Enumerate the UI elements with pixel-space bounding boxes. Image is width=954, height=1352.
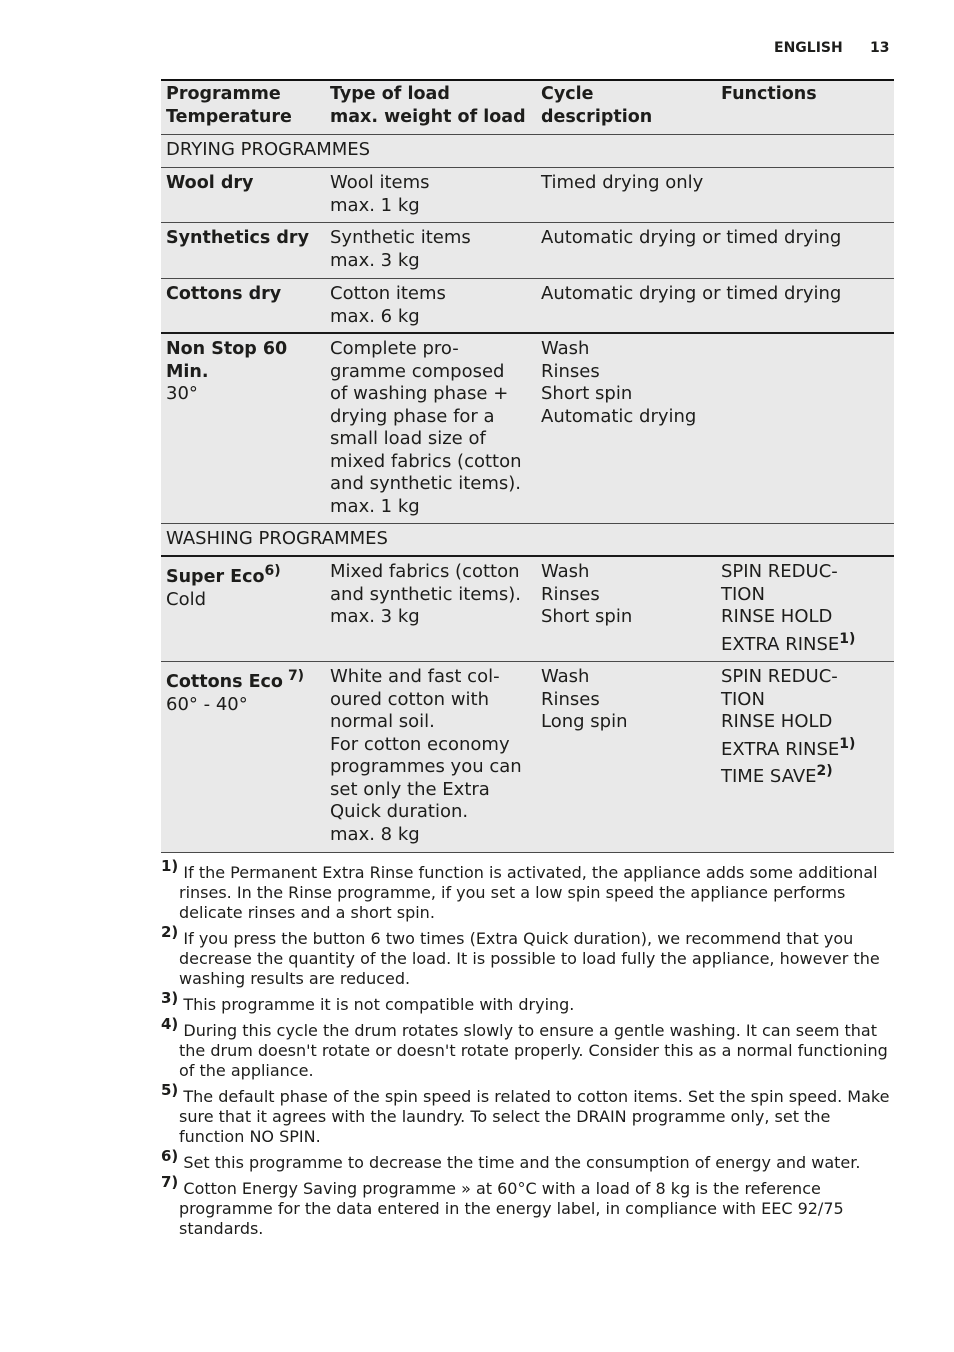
table-row-cottons-eco xyxy=(161,662,894,853)
cycle-step: Wash xyxy=(541,666,590,687)
footnote-line: sure that it agrees with the laundry. To select the DRAIN programme only, set the xyxy=(179,1107,831,1126)
section-title-text: DRYING PROGRAMMES xyxy=(166,139,371,160)
functions-cell xyxy=(716,334,894,523)
footnote-line: function NO SPIN. xyxy=(179,1127,321,1146)
load-line: of washing phase + xyxy=(330,383,509,404)
load-cell xyxy=(325,334,536,523)
temperature: Cold xyxy=(166,588,207,610)
footnote-line: Set this programme to decrease the time and the consumption of energy and water. xyxy=(183,1153,861,1172)
programme-name: Min. xyxy=(166,361,209,382)
programme-name-line xyxy=(166,666,325,694)
load-line: max. 1 kg xyxy=(330,194,420,216)
load-line: programmes you can xyxy=(330,756,522,777)
load-line: drying phase for a xyxy=(330,405,495,427)
footnote-line: decrease the quantity of the load. It is possible to load fully the appliance, however the xyxy=(179,949,880,968)
footnote-reference: 1) xyxy=(839,735,856,752)
column-header-load xyxy=(325,81,536,134)
programme-name: Synthetics dry xyxy=(166,228,309,248)
load-line: gramme composed xyxy=(330,360,505,382)
footnote-line: the drum doesn't rotate or doesn't rotate properly. Consider this as a normal functioning xyxy=(179,1041,888,1060)
section-row-drying xyxy=(161,135,894,168)
page-header xyxy=(0,39,954,57)
table-row-synthetics-dry xyxy=(161,223,894,279)
footnote-marker: 4) xyxy=(161,1015,179,1033)
load-line: max. 3 kg xyxy=(330,606,420,627)
function-item: TION xyxy=(721,583,765,605)
programme-cell xyxy=(161,662,325,852)
column-header-programme xyxy=(161,81,325,134)
footnote-line: Cotton Energy Saving programme » at 60°C with a load of 8 kg is the reference xyxy=(183,1179,821,1198)
programme-name: Cottons dry xyxy=(166,284,282,304)
footnote-line: programme for the data entered in the energy label, in compliance with EEC 92/75 xyxy=(179,1199,844,1218)
footnote-marker: 2) xyxy=(161,923,179,941)
footnote-reference: 1) xyxy=(839,630,856,647)
cycle-step: Timed drying only xyxy=(541,172,704,193)
footnote-6 xyxy=(161,1147,894,1173)
footnote-marker: 7) xyxy=(161,1173,179,1191)
cycle-cell xyxy=(536,279,894,332)
cycle-step: Automatic drying or timed drying xyxy=(541,227,842,248)
function-item-line xyxy=(721,629,894,657)
column-header-line: Type of load xyxy=(330,84,450,104)
column-header-line: max. weight of load xyxy=(330,106,526,127)
footnote-marker: 5) xyxy=(161,1081,179,1099)
programme-name: Non Stop 60 xyxy=(166,339,288,359)
section-title xyxy=(161,524,894,555)
functions-cell xyxy=(716,662,894,852)
footnote-line: washing results are reduced. xyxy=(179,969,411,988)
load-line: max. 1 kg xyxy=(330,495,420,517)
section-title xyxy=(161,135,894,167)
footnote-line: This programme it is not compatible with drying. xyxy=(183,995,575,1014)
load-line: normal soil. xyxy=(330,711,435,732)
table-row-non-stop-60 xyxy=(161,334,894,524)
cycle-cell xyxy=(536,168,894,222)
table-row-cottons-dry xyxy=(161,279,894,334)
footnote-line: During this cycle the drum rotates slowly to ensure a gentle washing. It can seem that xyxy=(183,1021,877,1040)
load-line: Quick duration. xyxy=(330,801,469,822)
load-line: small load size of xyxy=(330,428,486,449)
footnote-2 xyxy=(161,923,894,989)
footnote-4 xyxy=(161,1015,894,1081)
column-header-line: description xyxy=(541,106,653,127)
footnote-1 xyxy=(161,857,894,923)
load-line: and synthetic items). xyxy=(330,473,522,494)
cycle-cell xyxy=(536,223,894,278)
temperature: 30° xyxy=(166,383,198,404)
load-cell xyxy=(325,223,536,278)
cycle-step: Short spin xyxy=(541,606,633,627)
footnote-reference: 6) xyxy=(264,563,281,579)
footnote-3 xyxy=(161,989,894,1015)
function-item-line xyxy=(721,734,894,762)
column-header-line: Programme xyxy=(166,84,281,104)
load-line: Mixed fabrics (cotton xyxy=(330,561,520,582)
footnote-reference: 7) xyxy=(287,668,305,684)
table-header-row xyxy=(161,81,894,135)
column-header-functions xyxy=(716,81,894,134)
language-label: ENGLISH xyxy=(774,40,843,56)
function-item: EXTRA RINSE xyxy=(721,738,840,760)
footnote-5 xyxy=(161,1081,894,1147)
footnote-marker: 6) xyxy=(161,1147,179,1165)
cycle-step: Rinses xyxy=(541,360,600,382)
footnote-line: standards. xyxy=(179,1219,264,1238)
load-cell xyxy=(325,662,536,852)
load-line: max. 8 kg xyxy=(330,823,420,845)
function-item-line xyxy=(721,761,894,789)
function-item: TIME SAVE xyxy=(721,766,817,787)
function-item: SPIN REDUC- xyxy=(721,561,838,582)
column-header-line: Temperature xyxy=(166,106,292,127)
temperature: 60° - 40° xyxy=(166,693,248,715)
table-row-wool-dry xyxy=(161,168,894,223)
function-item: EXTRA RINSE xyxy=(721,633,840,655)
cycle-step: Rinses xyxy=(541,688,600,710)
programme-name: Cottons Eco xyxy=(166,672,283,692)
section-title-text: WASHING PROGRAMMES xyxy=(166,528,388,549)
footnotes xyxy=(161,857,894,1245)
cycle-step: Automatic drying xyxy=(541,405,697,427)
footnote-line: rinses. In the Rinse programme, if you set a low spin speed the appliance performs xyxy=(179,883,846,902)
load-line: mixed fabrics (cotton xyxy=(330,450,522,472)
load-cell xyxy=(325,168,536,222)
load-line: Wool items xyxy=(330,172,430,193)
programme-table xyxy=(161,79,894,853)
cycle-step: Long spin xyxy=(541,711,628,732)
cycle-step: Short spin xyxy=(541,383,633,404)
load-line: set only the Extra xyxy=(330,778,490,800)
programme-name: Super Eco xyxy=(166,567,265,587)
cycle-step: Rinses xyxy=(541,583,600,605)
cycle-step: Wash xyxy=(541,561,590,582)
column-header-cycle xyxy=(536,81,716,134)
load-line: Cotton items xyxy=(330,283,446,304)
cycle-cell xyxy=(536,334,716,523)
programme-cell xyxy=(161,223,325,278)
programme-name-line xyxy=(166,561,325,589)
load-line: For cotton economy xyxy=(330,733,510,755)
footnote-line: If the Permanent Extra Rinse function is activated, the appliance adds some additional xyxy=(183,863,878,882)
cycle-step: Wash xyxy=(541,338,590,359)
load-line: oured cotton with xyxy=(330,688,490,710)
functions-cell xyxy=(716,557,894,661)
footnote-reference: 2) xyxy=(816,763,833,779)
function-item: TION xyxy=(721,688,765,710)
programme-cell xyxy=(161,334,325,523)
footnote-line: delicate rinses and a short spin. xyxy=(179,903,435,922)
column-header-line: Functions xyxy=(721,84,817,104)
table-row-super-eco xyxy=(161,557,894,662)
page-number: 13 xyxy=(870,40,890,56)
load-line: White and fast col- xyxy=(330,666,500,687)
footnote-marker: 1) xyxy=(161,857,179,875)
load-cell xyxy=(325,557,536,661)
load-line: Synthetic items xyxy=(330,227,471,248)
load-line: max. 6 kg xyxy=(330,305,420,327)
programme-cell xyxy=(161,557,325,661)
section-row-washing xyxy=(161,524,894,557)
footnote-line: of the appliance. xyxy=(179,1061,314,1080)
load-cell xyxy=(325,279,536,332)
cycle-cell xyxy=(536,662,716,852)
column-header-line: Cycle xyxy=(541,84,594,104)
cycle-cell xyxy=(536,557,716,661)
programme-cell xyxy=(161,168,325,222)
footnote-line: If you press the button 6 two times (Extra Quick duration), we recommend that you xyxy=(183,929,854,948)
function-item: SPIN REDUC- xyxy=(721,666,838,687)
footnote-marker: 3) xyxy=(161,989,179,1007)
load-line: and synthetic items). xyxy=(330,583,522,605)
programme-cell xyxy=(161,279,325,332)
load-line: Complete pro- xyxy=(330,338,459,359)
footnote-line: The default phase of the spin speed is related to cotton items. Set the spin speed. Make xyxy=(183,1087,890,1106)
function-item: RINSE HOLD xyxy=(721,606,833,627)
programme-name: Wool dry xyxy=(166,173,254,193)
load-line: max. 3 kg xyxy=(330,249,420,271)
function-item: RINSE HOLD xyxy=(721,711,833,732)
footnote-7 xyxy=(161,1173,894,1239)
cycle-step: Automatic drying or timed drying xyxy=(541,283,842,304)
